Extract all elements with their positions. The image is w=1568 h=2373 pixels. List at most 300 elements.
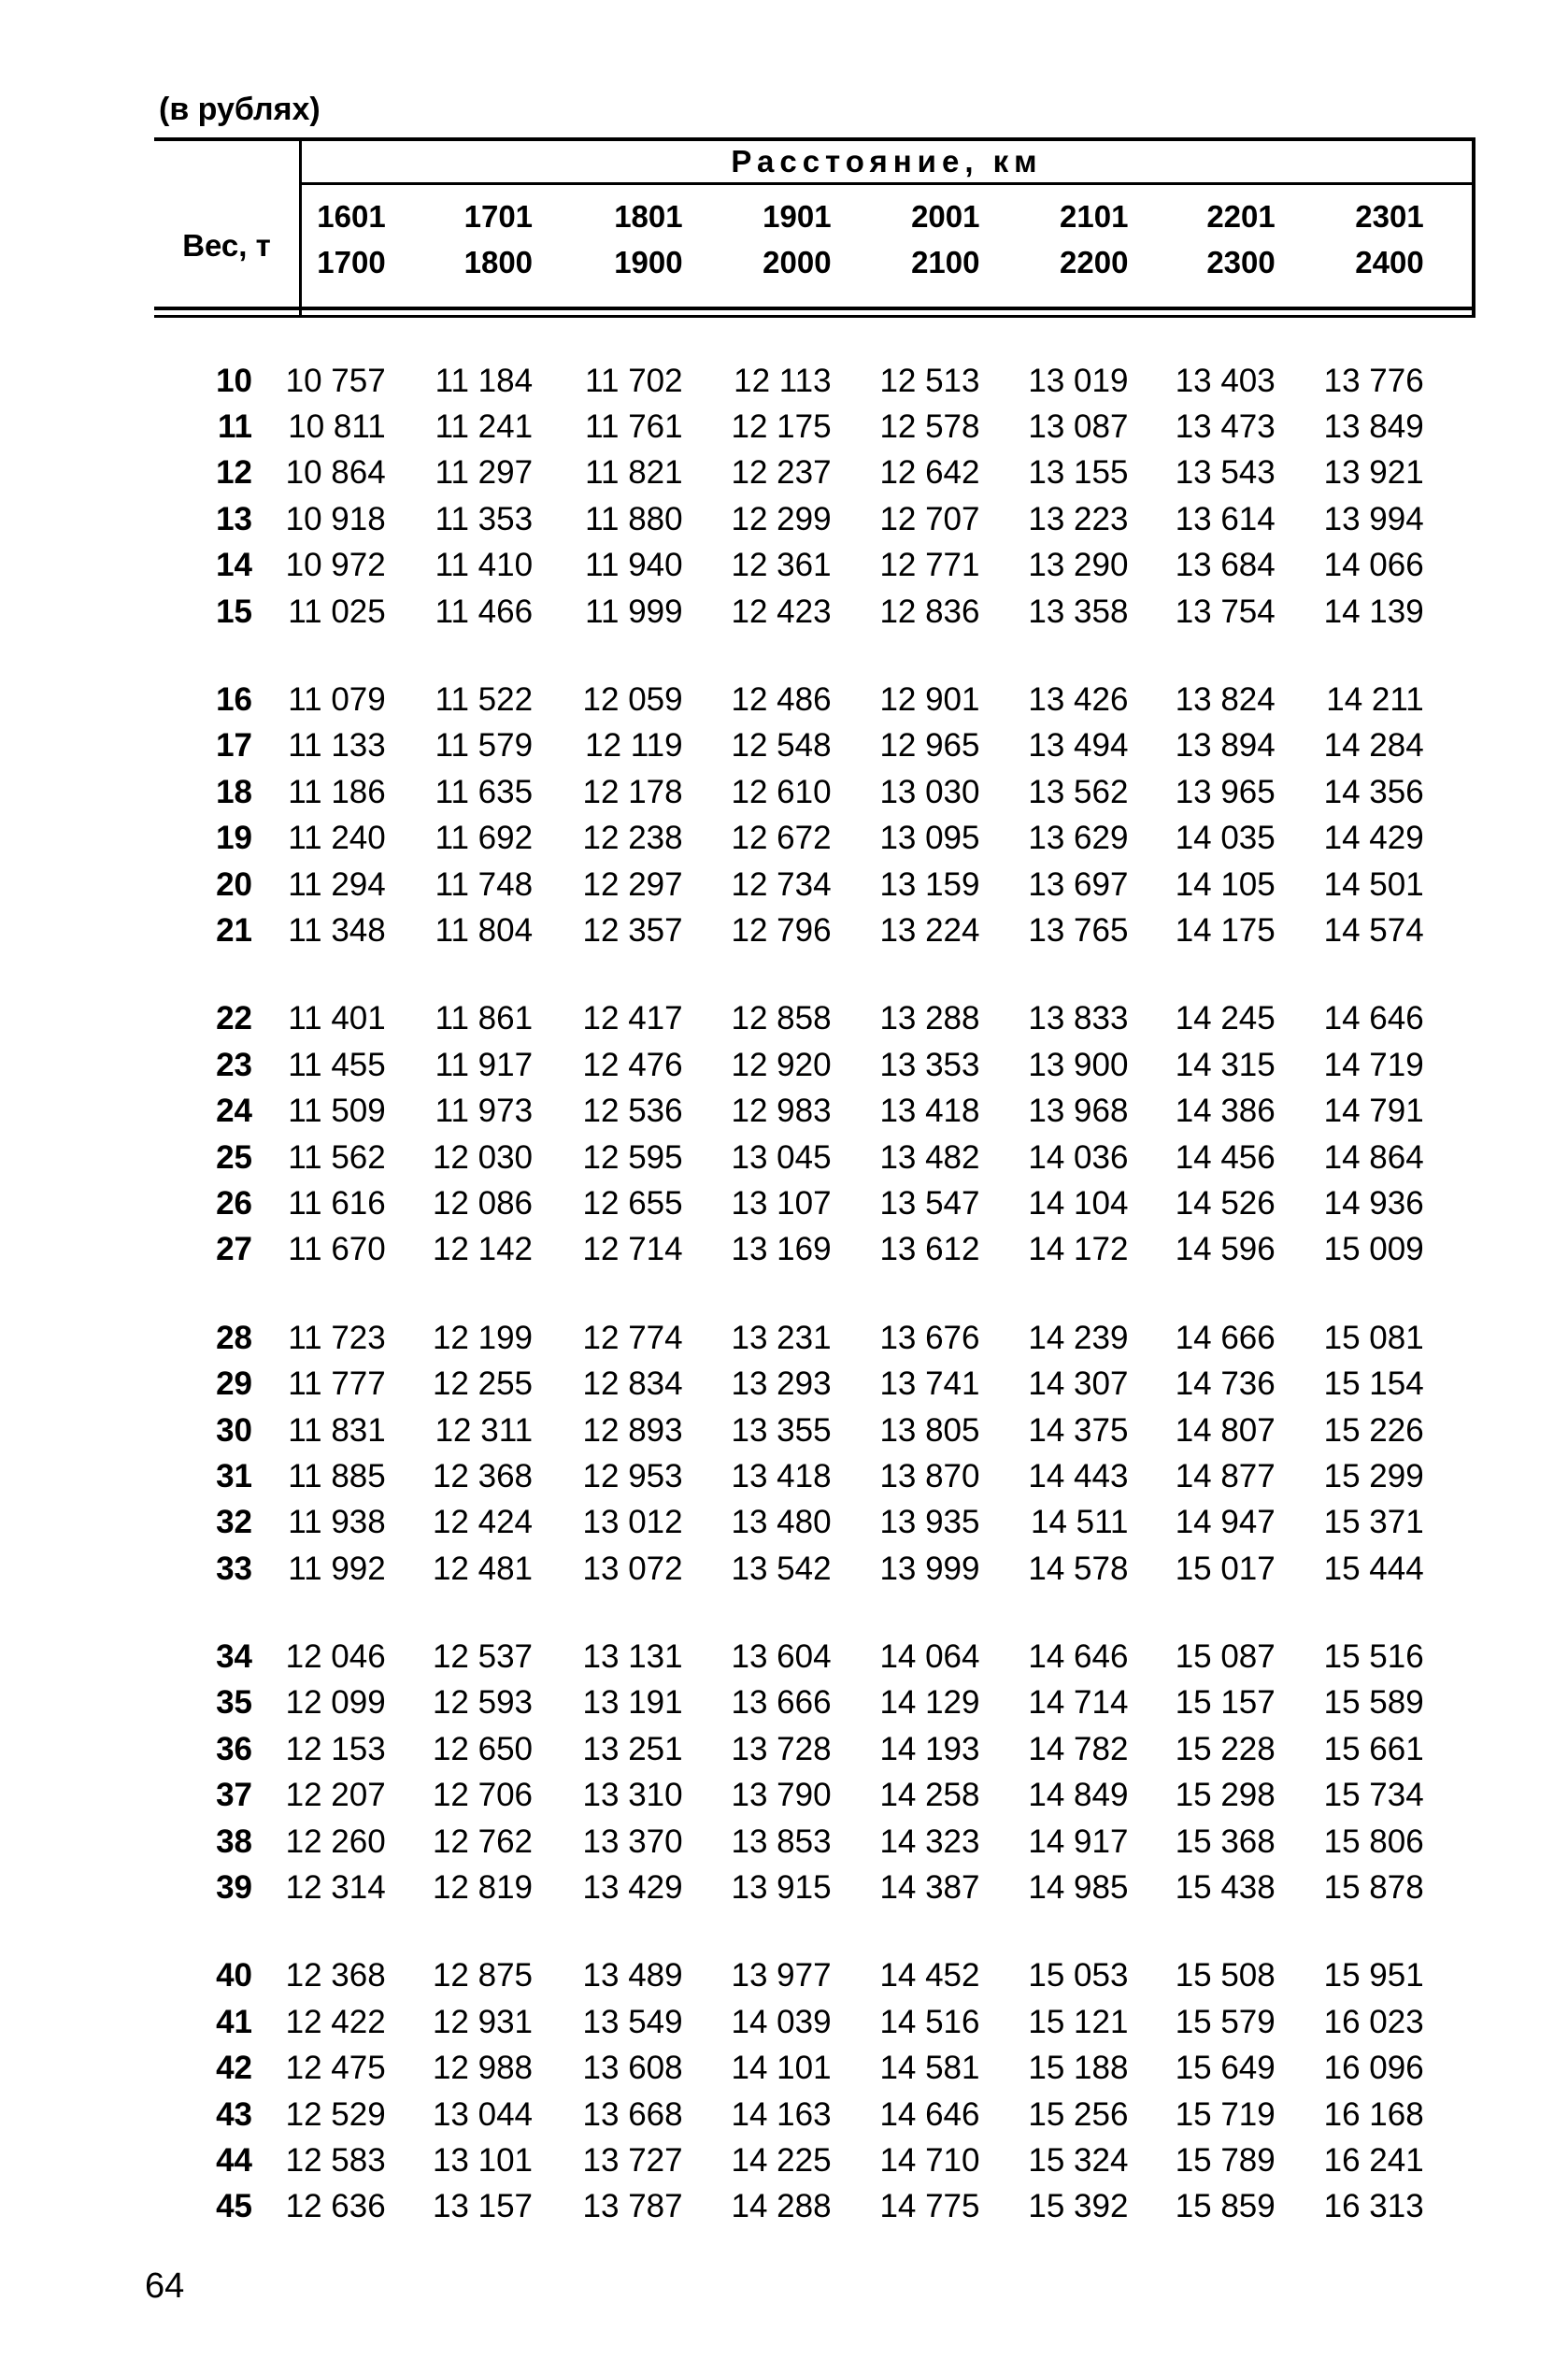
price-cell: 13 728 xyxy=(731,1730,832,1767)
price-cell: 15 719 xyxy=(1175,2095,1276,2133)
weight-cell: 33 xyxy=(216,1550,252,1587)
price-cell: 13 741 xyxy=(879,1365,980,1403)
price-cell: 12 422 xyxy=(285,2003,386,2040)
price-cell: 13 355 xyxy=(731,1411,832,1449)
price-cell: 14 666 xyxy=(1175,1319,1276,1356)
price-cell: 14 163 xyxy=(731,2095,832,2133)
range-header xyxy=(840,193,980,285)
price-cell: 12 920 xyxy=(731,1046,832,1083)
price-cell: 11 184 xyxy=(435,362,534,399)
price-cell: 15 228 xyxy=(1175,1730,1276,1767)
price-cell: 12 771 xyxy=(879,547,980,584)
price-cell: 15 053 xyxy=(1028,1957,1129,1994)
weight-cell: 35 xyxy=(216,1684,252,1722)
price-cell: 14 864 xyxy=(1323,1138,1424,1176)
price-cell: 12 548 xyxy=(731,727,832,765)
price-cell: 11 670 xyxy=(288,1231,386,1268)
price-cell: 12 983 xyxy=(731,1093,832,1130)
price-cell: 10 918 xyxy=(285,500,386,537)
price-cell: 12 610 xyxy=(731,773,832,810)
price-cell: 13 612 xyxy=(879,1231,980,1268)
price-cell: 15 157 xyxy=(1175,1684,1276,1722)
price-cell: 12 858 xyxy=(731,1000,832,1037)
range-header xyxy=(246,193,386,285)
price-cell: 13 684 xyxy=(1175,547,1276,584)
price-cell: 12 199 xyxy=(432,1319,534,1356)
range-to: 2200 xyxy=(1060,245,1129,279)
price-cell: 11 186 xyxy=(288,773,386,810)
weight-cell: 19 xyxy=(216,820,252,857)
table-row xyxy=(154,769,1474,815)
price-cell: 14 211 xyxy=(1326,681,1424,719)
table-row xyxy=(154,450,1474,496)
price-cell: 13 030 xyxy=(879,773,980,810)
price-cell: 15 298 xyxy=(1175,1777,1276,1814)
price-cell: 11 938 xyxy=(288,1504,386,1541)
price-cell: 12 486 xyxy=(731,681,832,719)
price-cell: 11 455 xyxy=(288,1046,386,1083)
price-cell: 13 426 xyxy=(1028,681,1129,719)
table-row xyxy=(154,1726,1474,1772)
weight-cell: 40 xyxy=(216,1957,252,1994)
price-cell: 12 297 xyxy=(582,865,683,903)
price-cell: 15 009 xyxy=(1323,1231,1424,1268)
price-cell: 14 791 xyxy=(1323,1093,1424,1130)
price-cell: 12 030 xyxy=(432,1138,534,1176)
price-cell: 14 172 xyxy=(1028,1231,1129,1268)
row-group xyxy=(154,677,1474,953)
price-cell: 15 256 xyxy=(1028,2095,1129,2133)
price-cell: 15 789 xyxy=(1175,2141,1276,2179)
price-cell: 15 324 xyxy=(1028,2141,1129,2179)
table-row xyxy=(154,677,1474,722)
price-cell: 16 313 xyxy=(1323,2188,1424,2225)
price-cell: 13 604 xyxy=(731,1638,832,1676)
price-cell: 11 831 xyxy=(288,1411,386,1449)
price-cell: 14 035 xyxy=(1175,820,1276,857)
price-cell: 14 501 xyxy=(1323,865,1424,903)
price-cell: 14 066 xyxy=(1323,547,1424,584)
weight-cell: 29 xyxy=(216,1365,252,1403)
price-cell: 13 131 xyxy=(582,1638,683,1676)
table-row xyxy=(154,1408,1474,1453)
price-cell: 11 917 xyxy=(435,1046,534,1083)
table-row xyxy=(154,1953,1474,1999)
price-cell: 14 736 xyxy=(1175,1365,1276,1403)
price-cell: 14 245 xyxy=(1175,1000,1276,1037)
price-cell: 12 774 xyxy=(582,1319,683,1356)
price-cell: 13 494 xyxy=(1028,727,1129,765)
table-row xyxy=(154,862,1474,908)
weight-cell: 41 xyxy=(216,2003,252,2040)
table-row xyxy=(154,589,1474,635)
weight-cell: 18 xyxy=(216,773,252,810)
price-cell: 13 087 xyxy=(1028,408,1129,446)
price-cell: 13 223 xyxy=(1028,500,1129,537)
weight-cell: 39 xyxy=(216,1869,252,1907)
price-cell: 15 392 xyxy=(1028,2188,1129,2225)
price-cell: 13 666 xyxy=(731,1684,832,1722)
price-cell: 13 805 xyxy=(879,1411,980,1449)
price-cell: 11 692 xyxy=(435,820,534,857)
price-cell: 13 549 xyxy=(582,2003,683,2040)
table-row xyxy=(154,1773,1474,1819)
weight-cell: 31 xyxy=(216,1457,252,1494)
price-cell: 13 290 xyxy=(1028,547,1129,584)
range-to: 1800 xyxy=(463,245,534,279)
price-cell: 12 875 xyxy=(432,1957,534,1994)
price-cell: 13 697 xyxy=(1028,865,1129,903)
table-row xyxy=(154,2046,1474,2092)
weight-cell: 12 xyxy=(216,454,252,492)
row-group xyxy=(154,1953,1474,2230)
range-from: 2101 xyxy=(1060,199,1129,234)
price-cell: 13 935 xyxy=(879,1504,980,1541)
price-cell: 12 417 xyxy=(582,1000,683,1037)
table-row xyxy=(154,1999,1474,2045)
price-cell: 13 288 xyxy=(879,1000,980,1037)
distance-header: Расстояние, км xyxy=(731,144,1043,179)
price-cell: 14 193 xyxy=(879,1730,980,1767)
price-cell: 11 616 xyxy=(288,1184,386,1222)
weight-cell: 36 xyxy=(216,1730,252,1767)
price-cell: 13 482 xyxy=(879,1138,980,1176)
weight-cell: 20 xyxy=(216,865,252,903)
price-cell: 14 578 xyxy=(1028,1550,1129,1587)
price-cell: 14 646 xyxy=(1323,1000,1424,1037)
price-cell: 11 562 xyxy=(288,1138,386,1176)
table-row xyxy=(154,1680,1474,1726)
price-cell: 13 157 xyxy=(432,2188,534,2225)
price-cell: 12 636 xyxy=(285,2188,386,2225)
price-cell: 11 723 xyxy=(288,1319,386,1356)
weight-cell: 10 xyxy=(216,362,252,399)
range-from: 1701 xyxy=(463,199,534,234)
price-cell: 12 714 xyxy=(582,1231,683,1268)
table-row xyxy=(154,1227,1474,1273)
table-row xyxy=(154,496,1474,542)
price-cell: 14 129 xyxy=(879,1684,980,1722)
price-cell: 12 099 xyxy=(285,1684,386,1722)
price-cell: 13 870 xyxy=(879,1457,980,1494)
price-cell: 15 299 xyxy=(1323,1457,1424,1494)
range-from: 1601 xyxy=(317,199,386,234)
price-cell: 11 885 xyxy=(288,1457,386,1494)
table-row xyxy=(154,1865,1474,1910)
price-cell: 13 429 xyxy=(582,1869,683,1907)
price-cell: 13 994 xyxy=(1323,500,1424,537)
price-cell: 12 796 xyxy=(731,911,832,949)
table-row xyxy=(154,2092,1474,2137)
weight-cell: 37 xyxy=(216,1777,252,1814)
price-cell: 12 593 xyxy=(432,1684,534,1722)
price-cell: 13 473 xyxy=(1175,408,1276,446)
weight-cell: 13 xyxy=(216,500,252,537)
price-cell: 16 096 xyxy=(1323,2050,1424,2087)
price-cell: 13 894 xyxy=(1175,727,1276,765)
price-cell: 11 702 xyxy=(585,362,683,399)
price-cell: 12 834 xyxy=(582,1365,683,1403)
price-cell: 12 237 xyxy=(731,454,832,492)
price-cell: 12 153 xyxy=(285,1730,386,1767)
price-cell: 14 936 xyxy=(1323,1184,1424,1222)
price-cell: 13 358 xyxy=(1028,593,1129,630)
price-cell: 14 175 xyxy=(1175,911,1276,949)
price-cell: 11 861 xyxy=(435,1000,534,1037)
weight-cell: 34 xyxy=(216,1638,252,1676)
price-cell: 12 988 xyxy=(432,2050,534,2087)
price-cell: 14 596 xyxy=(1175,1231,1276,1268)
price-cell: 11 025 xyxy=(288,593,386,630)
price-cell: 15 087 xyxy=(1175,1638,1276,1676)
price-cell: 10 811 xyxy=(288,408,386,446)
price-cell: 15 649 xyxy=(1175,2050,1276,2087)
price-cell: 12 762 xyxy=(432,1823,534,1860)
price-cell: 15 579 xyxy=(1175,2003,1276,2040)
price-cell: 14 714 xyxy=(1028,1684,1129,1722)
row-group xyxy=(154,1634,1474,1910)
price-cell: 14 646 xyxy=(879,2095,980,2133)
table-row xyxy=(154,1819,1474,1865)
table-row xyxy=(154,1315,1474,1361)
weight-cell: 23 xyxy=(216,1046,252,1083)
price-cell: 14 775 xyxy=(879,2188,980,2225)
price-cell: 13 045 xyxy=(731,1138,832,1176)
range-header xyxy=(392,193,533,285)
table-row xyxy=(154,996,1474,1042)
range-from: 2001 xyxy=(911,199,980,234)
price-cell: 12 536 xyxy=(582,1093,683,1130)
price-cell: 15 371 xyxy=(1323,1504,1424,1541)
price-cell: 11 880 xyxy=(585,500,683,537)
price-cell: 11 804 xyxy=(435,911,534,949)
price-cell: 13 727 xyxy=(582,2141,683,2179)
table-row xyxy=(154,1042,1474,1088)
price-cell: 12 901 xyxy=(879,681,980,719)
price-cell: 11 353 xyxy=(435,500,534,537)
table-row xyxy=(154,1634,1474,1680)
price-cell: 11 079 xyxy=(288,681,386,719)
price-cell: 12 207 xyxy=(285,1777,386,1814)
price-cell: 14 516 xyxy=(879,2003,980,2040)
price-cell: 15 017 xyxy=(1175,1550,1276,1587)
weight-cell: 45 xyxy=(216,2188,252,2225)
price-cell: 10 757 xyxy=(285,362,386,399)
price-cell: 13 155 xyxy=(1028,454,1129,492)
price-cell: 12 059 xyxy=(582,681,683,719)
range-from: 2301 xyxy=(1355,199,1424,234)
price-cell: 14 239 xyxy=(1028,1319,1129,1356)
price-cell: 13 224 xyxy=(879,911,980,949)
price-cell: 13 900 xyxy=(1028,1046,1129,1083)
price-cell: 13 849 xyxy=(1323,408,1424,446)
price-cell: 15 121 xyxy=(1028,2003,1129,2040)
weight-cell: 16 xyxy=(216,681,252,719)
price-cell: 14 356 xyxy=(1323,773,1424,810)
price-cell: 12 113 xyxy=(734,362,832,399)
range-header xyxy=(988,193,1128,285)
price-cell: 13 095 xyxy=(879,820,980,857)
price-cell: 15 154 xyxy=(1323,1365,1424,1403)
table-row xyxy=(154,1500,1474,1546)
price-cell: 13 012 xyxy=(582,1504,683,1541)
weight-cell: 30 xyxy=(216,1411,252,1449)
price-cell: 14 225 xyxy=(731,2141,832,2179)
price-cell: 15 368 xyxy=(1175,1823,1276,1860)
price-cell: 12 299 xyxy=(731,500,832,537)
range-to: 2100 xyxy=(911,245,980,279)
price-cell: 13 310 xyxy=(582,1777,683,1814)
table-row xyxy=(154,1546,1474,1592)
price-cell: 16 168 xyxy=(1323,2095,1424,2133)
price-cell: 13 072 xyxy=(582,1550,683,1587)
price-cell: 13 965 xyxy=(1175,773,1276,810)
weight-cell: 28 xyxy=(216,1319,252,1356)
range-from: 2201 xyxy=(1206,199,1276,234)
price-cell: 12 642 xyxy=(879,454,980,492)
price-cell: 14 456 xyxy=(1175,1138,1276,1176)
price-cell: 11 466 xyxy=(435,593,534,630)
price-cell: 11 241 xyxy=(435,408,534,446)
price-cell: 13 489 xyxy=(582,1957,683,1994)
table-body xyxy=(154,358,1474,2272)
price-cell: 13 353 xyxy=(879,1046,980,1083)
price-cell: 11 294 xyxy=(288,865,386,903)
price-cell: 12 357 xyxy=(582,911,683,949)
header-mid-rule xyxy=(302,182,1474,185)
price-cell: 13 787 xyxy=(582,2188,683,2225)
price-cell: 14 288 xyxy=(731,2188,832,2225)
price-cell: 12 368 xyxy=(432,1457,534,1494)
price-cell: 13 107 xyxy=(731,1184,832,1222)
price-cell: 12 175 xyxy=(731,408,832,446)
weight-cell: 24 xyxy=(216,1093,252,1130)
price-cell: 14 947 xyxy=(1175,1504,1276,1541)
price-cell: 15 806 xyxy=(1323,1823,1424,1860)
price-cell: 15 951 xyxy=(1323,1957,1424,1994)
price-cell: 13 776 xyxy=(1323,362,1424,399)
table-row xyxy=(154,1088,1474,1134)
weight-cell: 14 xyxy=(216,547,252,584)
price-cell: 12 142 xyxy=(432,1231,534,1268)
price-cell: 14 104 xyxy=(1028,1184,1129,1222)
price-cell: 15 438 xyxy=(1175,1869,1276,1907)
table-row xyxy=(154,1135,1474,1180)
price-cell: 15 589 xyxy=(1323,1684,1424,1722)
price-cell: 14 719 xyxy=(1323,1046,1424,1083)
price-cell: 12 893 xyxy=(582,1411,683,1449)
price-cell: 11 297 xyxy=(435,454,534,492)
range-header xyxy=(1135,193,1276,285)
range-header xyxy=(691,193,832,285)
price-cell: 13 480 xyxy=(731,1504,832,1541)
table-row xyxy=(154,2137,1474,2183)
price-cell: 12 086 xyxy=(432,1184,534,1222)
row-group xyxy=(154,1315,1474,1592)
range-header xyxy=(543,193,683,285)
price-cell: 14 452 xyxy=(879,1957,980,1994)
price-cell: 13 754 xyxy=(1175,593,1276,630)
price-cell: 15 516 xyxy=(1323,1638,1424,1676)
price-cell: 10 972 xyxy=(285,547,386,584)
price-cell: 11 761 xyxy=(585,408,683,446)
price-cell: 14 258 xyxy=(879,1777,980,1814)
price-cell: 13 191 xyxy=(582,1684,683,1722)
price-cell: 12 578 xyxy=(879,408,980,446)
table-row xyxy=(154,723,1474,769)
header-bottom-rule-2 xyxy=(154,315,1474,318)
price-cell: 14 101 xyxy=(731,2050,832,2087)
price-cell: 14 429 xyxy=(1323,820,1424,857)
price-cell: 13 977 xyxy=(731,1957,832,1994)
weight-cell: 11 xyxy=(218,408,252,446)
price-cell: 11 401 xyxy=(288,1000,386,1037)
table-row xyxy=(154,1361,1474,1407)
price-cell: 13 765 xyxy=(1028,911,1129,949)
price-cell: 14 646 xyxy=(1028,1638,1129,1676)
weight-cell: 42 xyxy=(216,2050,252,2087)
weight-cell: 26 xyxy=(216,1184,252,1222)
price-cell: 14 526 xyxy=(1175,1184,1276,1222)
price-cell: 14 985 xyxy=(1028,1869,1129,1907)
price-cell: 12 706 xyxy=(432,1777,534,1814)
price-cell: 15 081 xyxy=(1323,1319,1424,1356)
price-cell: 16 241 xyxy=(1323,2141,1424,2179)
price-cell: 13 608 xyxy=(582,2050,683,2087)
price-cell: 15 444 xyxy=(1323,1550,1424,1587)
weight-cell: 22 xyxy=(216,1000,252,1037)
price-cell: 14 917 xyxy=(1028,1823,1129,1860)
price-cell: 11 635 xyxy=(435,773,534,810)
price-cell: 12 529 xyxy=(285,2095,386,2133)
price-cell: 14 039 xyxy=(731,2003,832,2040)
price-cell: 14 807 xyxy=(1175,1411,1276,1449)
price-cell: 12 953 xyxy=(582,1457,683,1494)
price-cell: 16 023 xyxy=(1323,2003,1424,2040)
price-cell: 12 311 xyxy=(435,1411,534,1449)
price-cell: 13 968 xyxy=(1028,1093,1129,1130)
table-row xyxy=(154,358,1474,404)
price-cell: 12 655 xyxy=(582,1184,683,1222)
price-cell: 13 676 xyxy=(879,1319,980,1356)
price-cell: 15 859 xyxy=(1175,2188,1276,2225)
price-cell: 13 101 xyxy=(432,2141,534,2179)
price-cell: 13 668 xyxy=(582,2095,683,2133)
price-cell: 12 178 xyxy=(582,773,683,810)
price-cell: 11 777 xyxy=(288,1365,386,1403)
price-cell: 11 973 xyxy=(435,1093,534,1130)
range-to: 2400 xyxy=(1355,245,1424,279)
range-to: 2300 xyxy=(1206,245,1276,279)
price-cell: 12 238 xyxy=(582,820,683,857)
price-cell: 12 583 xyxy=(285,2141,386,2179)
price-cell: 13 629 xyxy=(1028,820,1129,857)
price-cell: 13 543 xyxy=(1175,454,1276,492)
price-cell: 12 255 xyxy=(432,1365,534,1403)
price-cell: 13 251 xyxy=(582,1730,683,1767)
price-cell: 13 418 xyxy=(879,1093,980,1130)
price-cell: 12 046 xyxy=(285,1638,386,1676)
price-cell: 11 579 xyxy=(435,727,534,765)
table-row xyxy=(154,1180,1474,1226)
price-cell: 14 710 xyxy=(879,2141,980,2179)
price-cell: 13 921 xyxy=(1323,454,1424,492)
price-cell: 15 661 xyxy=(1323,1730,1424,1767)
price-cell: 12 650 xyxy=(432,1730,534,1767)
price-cell: 11 509 xyxy=(288,1093,386,1130)
weight-cell: 43 xyxy=(216,2095,252,2133)
price-cell: 15 878 xyxy=(1323,1869,1424,1907)
